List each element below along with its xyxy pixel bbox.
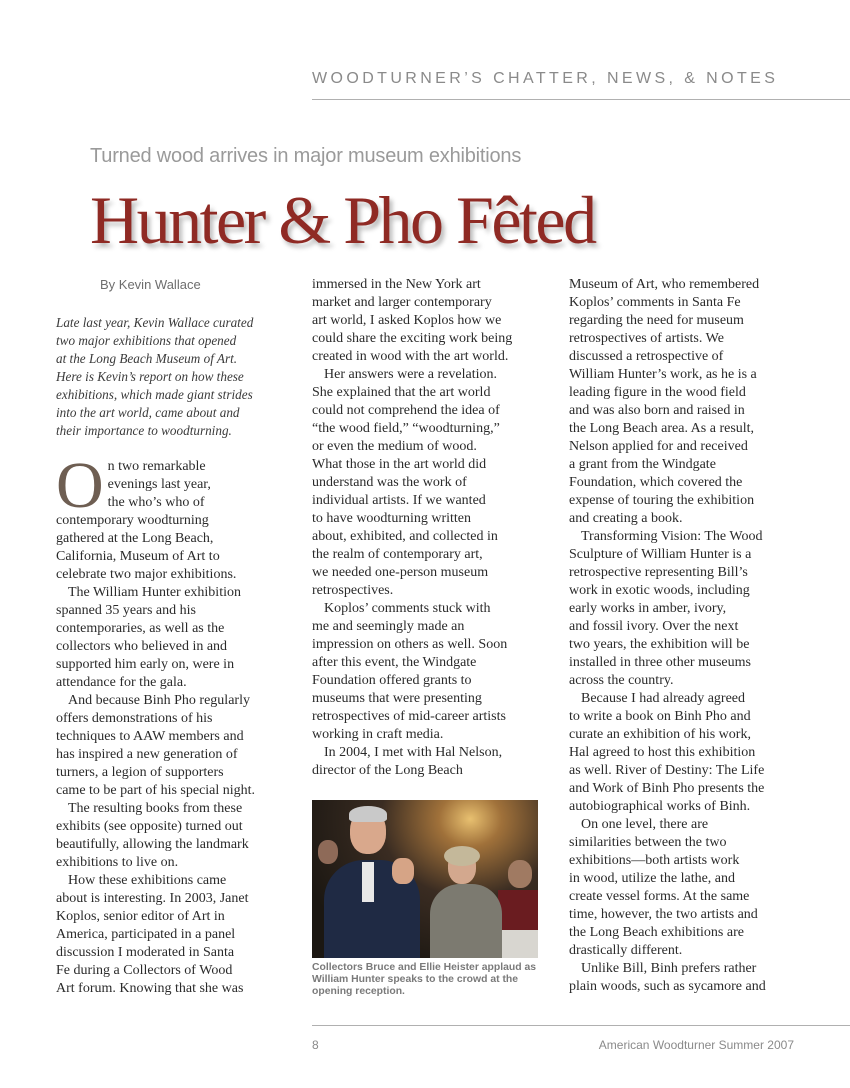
text-line: contemporary woodturning xyxy=(56,513,209,528)
text-line: Her answers were a revelation. xyxy=(324,367,497,382)
text-line: America, participated in a panel xyxy=(56,927,236,942)
text-line: The resulting books from these xyxy=(68,801,243,816)
text-line: Koplos’ comments in Santa Fe xyxy=(569,295,741,310)
text-line: Transforming Vision: The Wood xyxy=(581,529,763,544)
text-line: the Long Beach exhibitions are xyxy=(569,925,744,940)
text-line: Koplos, senior editor of Art in xyxy=(56,909,225,924)
text-line: evenings last year, xyxy=(107,477,211,492)
text-line: collectors who believed in and xyxy=(56,639,228,654)
paragraph xyxy=(569,816,799,960)
paragraph xyxy=(569,528,799,690)
paragraph xyxy=(56,449,288,584)
text-line: director of the Long Beach xyxy=(312,763,463,778)
text-line: a grant from the Windgate xyxy=(569,457,716,472)
photo-woman-hair xyxy=(444,846,480,866)
text-line: retrospectives. xyxy=(312,583,394,598)
text-line: beautifully, allowing the landmark xyxy=(56,837,249,852)
photo-man-hair xyxy=(349,806,387,822)
intro-paragraph xyxy=(56,314,286,440)
text-line: impression on others as well. Soon xyxy=(312,637,508,652)
text-line: drastically different. xyxy=(569,943,683,958)
text-line: In 2004, I met with Hal Nelson, xyxy=(324,745,503,760)
text-line: or even the medium of wood. xyxy=(312,439,477,454)
text-line: as well. River of Destiny: The Life xyxy=(569,763,765,778)
text-line: and Work of Binh Pho presents the xyxy=(569,781,765,796)
reception-photo xyxy=(312,800,538,958)
text-line: art world, I asked Koplos how we xyxy=(312,313,502,328)
text-line: we needed one-person museum xyxy=(312,565,489,580)
text-line: California, Museum of Art to xyxy=(56,549,220,564)
text-line: How these exhibitions came xyxy=(68,873,227,888)
text-line: after this event, the Windgate xyxy=(312,655,477,670)
photo-man-shirt xyxy=(362,862,374,902)
text-line: plain woods, such as sycamore and xyxy=(569,979,766,994)
text-line: the realm of contemporary art, xyxy=(312,547,483,562)
paragraph xyxy=(56,872,288,998)
text-line: Fe during a Collectors of Wood xyxy=(56,963,233,978)
photo-guest xyxy=(318,840,338,864)
text-line: On one level, there are xyxy=(581,817,709,832)
text-line: Art forum. Knowing that she was xyxy=(56,981,244,996)
text-line: turners, a legion of supporters xyxy=(56,765,224,780)
section-header: WOODTURNER’S CHATTER, NEWS, & NOTES xyxy=(312,70,779,87)
text-line: across the country. xyxy=(569,673,674,688)
text-line: time, however, the two artists and xyxy=(569,907,758,922)
text-line: understand was the work of xyxy=(312,475,467,490)
intro-line: Late last year, Kevin Wallace curated xyxy=(56,315,254,330)
footer-divider xyxy=(312,1025,850,1026)
text-line: the who’s who of xyxy=(107,495,205,510)
text-line: Museum of Art, who remembered xyxy=(569,277,760,292)
intro-line: two major exhibitions that opened xyxy=(56,333,237,348)
text-line: supported him early on, were in xyxy=(56,657,235,672)
text-line: curate an exhibition of his work, xyxy=(569,727,751,742)
photo-caption: Collectors Bruce and Ellie Heister applaud as William Hunter speaks to the crowd at the opening reception. xyxy=(312,962,537,997)
text-line: early works in amber, ivory, xyxy=(569,601,727,616)
paragraph xyxy=(312,600,540,744)
text-line: working in craft media. xyxy=(312,727,444,742)
intro-line: exhibitions, which made giant strides xyxy=(56,387,253,402)
text-line: retrospectives of mid-career artists xyxy=(312,709,506,724)
text-line: work in exotic woods, including xyxy=(569,583,750,598)
publication-name: American Woodturner Summer 2007 xyxy=(598,1038,794,1052)
text-line: Unlike Bill, Binh prefers rather xyxy=(581,961,757,976)
text-line: attendance for the gala. xyxy=(56,675,187,690)
text-line: offers demonstrations of his xyxy=(56,711,213,726)
header-divider xyxy=(312,99,850,100)
text-line: similarities between the two xyxy=(569,835,727,850)
text-line: contemporaries, as well as the xyxy=(56,621,225,636)
paragraph xyxy=(312,276,540,366)
text-line: Sculpture of William Hunter is a xyxy=(569,547,752,562)
text-line: retrospective representing Bill’s xyxy=(569,565,748,580)
text-line: to have woodturning written xyxy=(312,511,472,526)
text-line: The William Hunter exhibition xyxy=(68,585,241,600)
text-line: Nelson applied for and received xyxy=(569,439,748,454)
byline: By Kevin Wallace xyxy=(100,277,201,292)
article-subtitle: Turned wood arrives in major museum exhibitions xyxy=(90,145,522,167)
text-line: about, exhibited, and collected in xyxy=(312,529,498,544)
text-column-1 xyxy=(56,449,288,998)
text-line: exhibitions to live on. xyxy=(56,855,179,870)
text-line: What those in the art world did xyxy=(312,457,487,472)
text-line: and creating a book. xyxy=(569,511,683,526)
text-line: museums that were presenting xyxy=(312,691,482,706)
paragraph xyxy=(569,276,799,528)
paragraph xyxy=(312,744,540,780)
intro-line: into the art world, came about and xyxy=(56,405,240,420)
text-line: n two remarkable xyxy=(107,459,206,474)
paragraph xyxy=(56,584,288,692)
text-line: She explained that the art world xyxy=(312,385,491,400)
drop-cap: O xyxy=(56,449,104,522)
text-line: techniques to AAW members and xyxy=(56,729,244,744)
intro-line: their importance to woodturning. xyxy=(56,423,232,438)
text-line: “the wood field,” “woodturning,” xyxy=(312,421,500,436)
article-title: Hunter & Pho Fêted xyxy=(90,182,595,258)
text-line: Foundation offered grants to xyxy=(312,673,472,688)
paragraph xyxy=(569,960,799,996)
text-line: and was also born and raised in xyxy=(569,403,745,418)
paragraph xyxy=(312,366,540,600)
text-line: spanned 35 years and his xyxy=(56,603,196,618)
text-line: installed in three other museums xyxy=(569,655,751,670)
text-line: regarding the need for museum xyxy=(569,313,744,328)
text-line: gathered at the Long Beach, xyxy=(56,531,214,546)
text-line: has inspired a new generation of xyxy=(56,747,238,762)
photo-clapping-hands xyxy=(392,858,414,884)
text-line: discussed a retrospective of xyxy=(569,349,724,364)
text-line: two years, the exhibition will be xyxy=(569,637,750,652)
text-line: autobiographical works of Binh. xyxy=(569,799,751,814)
text-line: and fossil ivory. Over the next xyxy=(569,619,739,634)
paragraph xyxy=(56,800,288,872)
text-line: Foundation, which covered the xyxy=(569,475,743,490)
text-line: immersed in the New York art xyxy=(312,277,481,292)
text-line: individual artists. If we wanted xyxy=(312,493,486,508)
text-line: exhibitions—both artists work xyxy=(569,853,740,868)
text-line: Hal agreed to host this exhibition xyxy=(569,745,756,760)
text-line: in wood, utilize the lathe, and xyxy=(569,871,736,886)
text-line: Koplos’ comments stuck with xyxy=(324,601,491,616)
text-line: exhibits (see opposite) turned out xyxy=(56,819,243,834)
photo-woman xyxy=(430,884,502,958)
photo-guest xyxy=(508,860,532,888)
text-line: And because Binh Pho regularly xyxy=(68,693,250,708)
text-line: expense of touring the exhibition xyxy=(569,493,755,508)
text-column-3 xyxy=(569,276,799,996)
text-line: create vessel forms. At the same xyxy=(569,889,750,904)
text-line: created in wood with the art world. xyxy=(312,349,509,364)
text-line: retrospectives of artists. We xyxy=(569,331,724,346)
text-line: leading figure in the wood field xyxy=(569,385,746,400)
text-line: could not comprehend the idea of xyxy=(312,403,500,418)
text-line: came to be part of his special night. xyxy=(56,783,256,798)
text-line: Because I had already agreed xyxy=(581,691,746,706)
paragraph xyxy=(56,692,288,800)
text-line: William Hunter’s work, as he is a xyxy=(569,367,757,382)
text-line: to write a book on Binh Pho and xyxy=(569,709,751,724)
text-line: me and seemingly made an xyxy=(312,619,465,634)
text-line: the Long Beach area. As a result, xyxy=(569,421,755,436)
page-number: 8 xyxy=(312,1038,319,1052)
text-line: celebrate two major exhibitions. xyxy=(56,567,237,582)
text-line: market and larger contemporary xyxy=(312,295,492,310)
intro-line: Here is Kevin’s report on how these xyxy=(56,369,244,384)
intro-line: at the Long Beach Museum of Art. xyxy=(56,351,238,366)
text-line: discussion I moderated in Santa xyxy=(56,945,235,960)
text-line: could share the exciting work being xyxy=(312,331,513,346)
text-column-2 xyxy=(312,276,540,780)
text-line: about is interesting. In 2003, Janet xyxy=(56,891,249,906)
paragraph xyxy=(569,690,799,816)
